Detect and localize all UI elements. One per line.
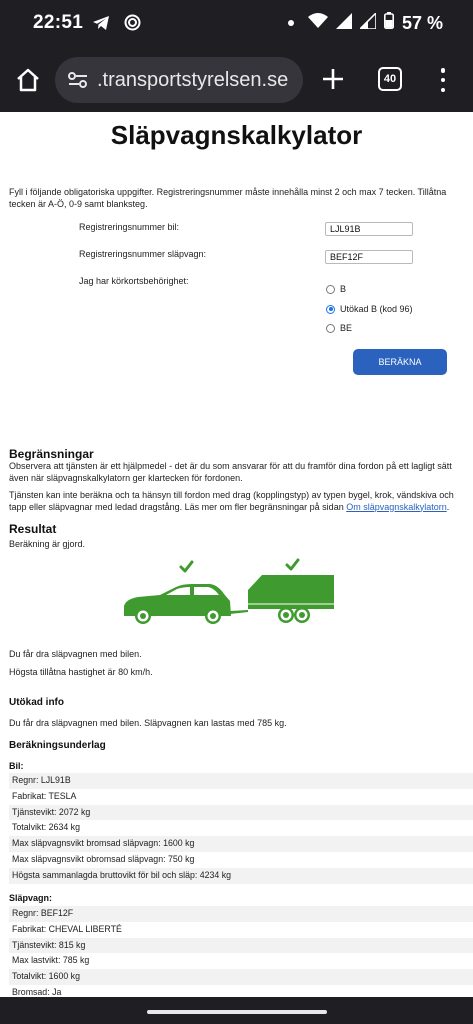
license-option-b[interactable] <box>326 284 346 294</box>
spec-row: Max lastvikt: 785 kg <box>12 955 90 966</box>
notification-dot-icon <box>288 20 294 26</box>
spec-row: Regnr: LJL91B <box>9 773 473 789</box>
url-text: .transportstyrelsen.se <box>97 68 289 91</box>
wifi-icon <box>308 13 328 34</box>
license-option-label: Utökad B (kod 96) <box>340 304 413 314</box>
spec-row: Fabrikat: CHEVAL LIBERTÉ <box>12 923 122 934</box>
car-and-trailer-illustration <box>120 554 345 632</box>
web-page <box>0 112 473 997</box>
license-option-label: BE <box>340 323 353 333</box>
spec-row: Regnr: BEF12F <box>9 906 473 922</box>
limitations-text-2 <box>9 490 471 513</box>
status-time: 22:51 <box>33 12 84 33</box>
result-allowed-text: Du får dra släpvagnen med bilen. <box>9 649 142 659</box>
license-label: Jag har körkortsbehörighet: <box>79 276 189 286</box>
result-speed-text: Högsta tillåtna hastighet är 80 km/h. <box>9 667 153 677</box>
status-system-icons <box>288 12 443 34</box>
result-done-text: Beräkning är gjord. <box>9 539 86 549</box>
car-spec-list <box>9 773 473 884</box>
calculate-button[interactable]: BERÄKNA <box>353 349 447 375</box>
extended-info-text: Du får dra släpvagnen med bilen. Släpvagnen kan lastas med 785 kg. <box>9 718 287 728</box>
plus-icon <box>318 64 348 94</box>
trailer-reg-label: Registreringsnummer släpvagn: <box>79 249 207 259</box>
battery-icon <box>384 12 394 34</box>
license-option-b96[interactable] <box>326 304 413 314</box>
signal-icon <box>336 13 352 34</box>
spec-row: Max släpvagnsvikt bromsad släpvagn: 1600 kg <box>9 836 473 852</box>
spec-row: Fabrikat: TESLA <box>12 790 77 801</box>
car-spec-heading: Bil: <box>9 761 24 771</box>
home-icon <box>13 65 43 95</box>
battery-percent: 57 % <box>401 12 443 33</box>
intro-text: Fyll i följande obligatoriska uppgifter. Registreringsnummer måste innehålla minst 2 och max 7 tecken. Tillåtna tecken är A-Ö, 0-9 samt blanksteg. <box>9 187 447 209</box>
home-gesture-handle[interactable] <box>147 1010 327 1014</box>
menu-dot-icon <box>441 88 446 93</box>
basis-heading: Beräkningsunderlag <box>9 740 106 751</box>
page-title: Släpvagnskalkylator <box>110 120 363 150</box>
new-tab-button[interactable] <box>318 64 348 94</box>
radio-button-checked[interactable] <box>326 305 335 314</box>
address-bar[interactable] <box>55 57 303 103</box>
result-heading: Resultat <box>9 522 57 536</box>
spec-row: Högsta sammanlagda bruttovikt för bil och släp: 4234 kg <box>9 868 473 884</box>
limitations-text-1: Observera att tjänsten är ett hjälpmedel - det är du som ansvarar för att du framför dina fordon på ett lagligt sätt även när släpvagnskalkylatorn ger klartecken för fordonen. <box>9 461 452 483</box>
tab-switcher-button[interactable] <box>378 67 402 91</box>
spec-row: Totalvikt: 1600 kg <box>9 969 473 985</box>
status-notifications <box>92 14 141 36</box>
spec-row: Max släpvagnsvikt obromsad släpvagn: 750 kg <box>12 853 195 864</box>
limitations-text-2-body: Tjänsten kan inte beräkna och ta hänsyn till fordon med drag (kopplingstyp) av typen bygel, krok, vändskiva och tapp eller släpvagnar med ledad dragstång. Läs mer om fler begränsningar på sidan <box>9 490 454 512</box>
telegram-icon <box>92 15 110 36</box>
spec-row: Tjänstevikt: 815 kg <box>9 938 473 954</box>
spec-row: Bromsad: Ja <box>12 986 62 997</box>
site-settings-icon[interactable] <box>67 70 89 90</box>
tab-count: 40 <box>383 73 397 85</box>
menu-dot-icon <box>441 68 446 73</box>
signal-weak-icon <box>360 13 376 34</box>
trailer-check-icon <box>287 560 298 569</box>
trailer-spec-list <box>9 906 473 997</box>
about-calculator-link[interactable]: Om släpvagnskalkylatorn <box>346 501 447 512</box>
menu-dot-icon <box>441 78 446 83</box>
car-icon <box>124 584 231 624</box>
trailer-spec-heading: Släpvagn: <box>9 893 53 903</box>
radio-button[interactable] <box>326 285 335 294</box>
limitations-text-2-end: . <box>446 501 450 512</box>
browser-menu-button[interactable] <box>437 66 449 94</box>
license-option-be[interactable] <box>326 323 352 333</box>
limitations-heading: Begränsningar <box>9 447 94 461</box>
app-notification-icon <box>124 14 141 36</box>
radio-button[interactable] <box>326 324 335 333</box>
car-check-icon <box>181 562 192 571</box>
license-option-label: B <box>340 284 347 294</box>
extended-info-heading: Utökad info <box>9 697 64 708</box>
home-button[interactable] <box>13 65 43 95</box>
car-reg-label: Registreringsnummer bil: <box>79 222 180 232</box>
trailer-icon <box>230 575 334 623</box>
system-navigation-bar <box>0 997 473 1024</box>
trailer-reg-input[interactable] <box>325 250 413 264</box>
car-reg-input[interactable] <box>325 222 413 236</box>
browser-toolbar <box>0 48 473 112</box>
status-bar <box>0 0 473 48</box>
spec-row: Tjänstevikt: 2072 kg <box>9 805 473 821</box>
spec-row: Totalvikt: 2634 kg <box>12 822 80 833</box>
